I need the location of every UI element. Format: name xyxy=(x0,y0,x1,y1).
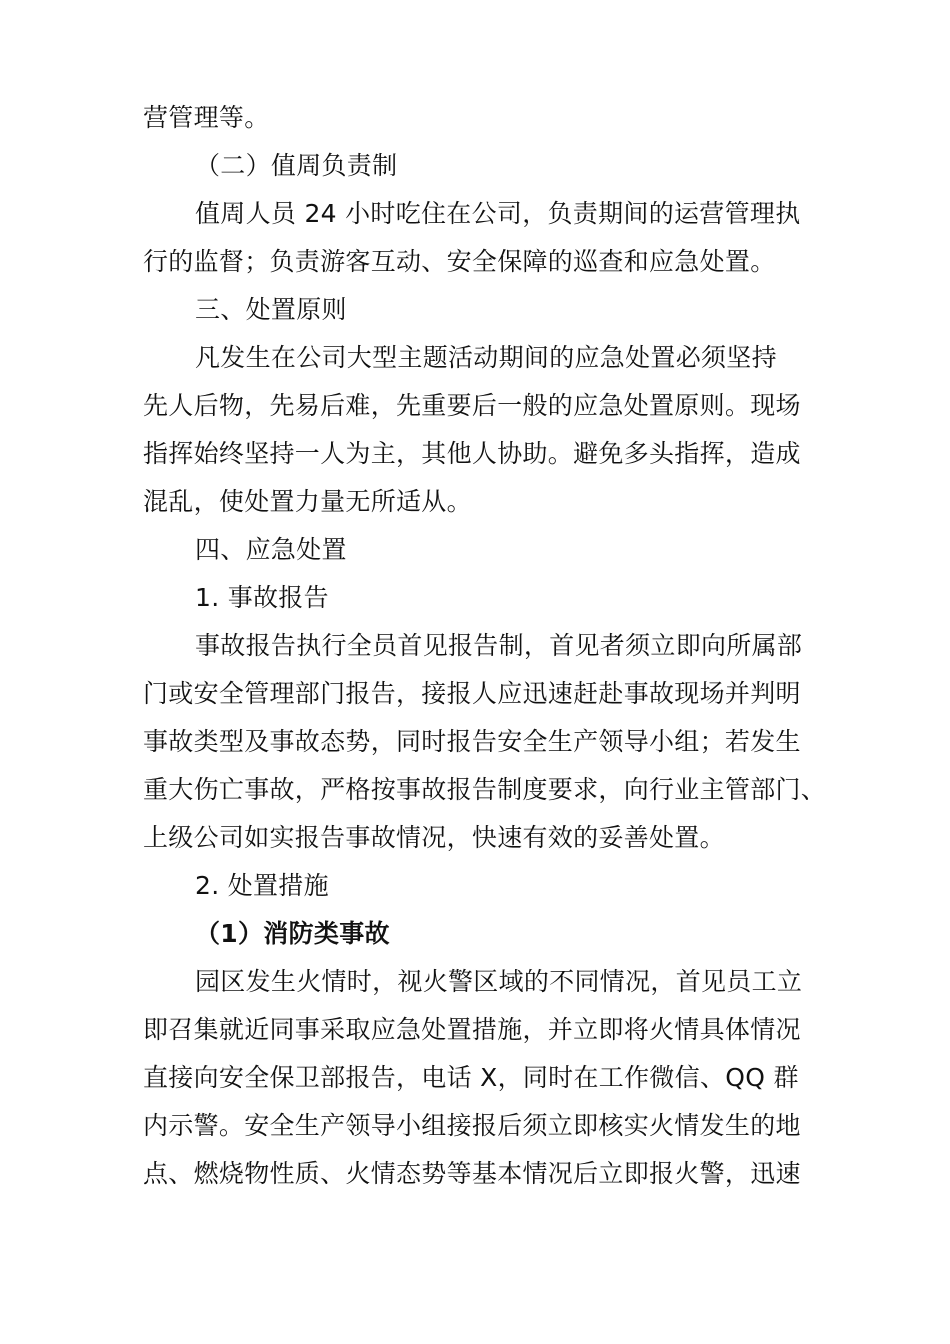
text-line: 混乱，使处置力量无所适从。 xyxy=(143,487,472,516)
text-line: 事故报告执行全员首见报告制，首见者须立即向所属部 xyxy=(195,631,803,660)
text-line: 园区发生火情时，视火警区域的不同情况，首见员工立 xyxy=(195,967,803,996)
section-heading: 四、应急处置 xyxy=(195,535,347,564)
text-line: 重大伤亡事故，严格按事故报告制度要求，向行业主管部门、 xyxy=(143,775,827,804)
text-line: 事故类型及事故态势，同时报告安全生产领导小组；若发生 xyxy=(143,727,801,756)
text-line: 营管理等。 xyxy=(143,103,270,132)
text-line: 直接向安全保卫部报告，电话 X，同时在工作微信、QQ 群 xyxy=(143,1063,799,1092)
text-line: 先人后物，先易后难，先重要后一般的应急处置原则。现场 xyxy=(143,391,801,420)
subsection-heading: 2. 处置措施 xyxy=(195,871,329,900)
bold-heading: （1）消防类事故 xyxy=(195,919,390,948)
text-line: 指挥始终坚持一人为主，其他人协助。避免多头指挥，造成 xyxy=(143,439,801,468)
text-line: 内示警。安全生产领导小组接报后须立即核实火情发生的地 xyxy=(143,1111,801,1140)
text-line: 上级公司如实报告事故情况，快速有效的妥善处置。 xyxy=(143,823,725,852)
section-heading: 三、处置原则 xyxy=(195,295,347,324)
text-line: 凡发生在公司大型主题活动期间的应急处置必须坚持 xyxy=(195,343,777,372)
text-line: 即召集就近同事采取应急处置措施，并立即将火情具体情况 xyxy=(143,1015,801,1044)
subsection-heading: 1. 事故报告 xyxy=(195,583,329,612)
text-line: 行的监督；负责游客互动、安全保障的巡查和应急处置。 xyxy=(143,247,776,276)
section-heading: （二）值周负责制 xyxy=(195,151,398,180)
text-line: 点、燃烧物性质、火情态势等基本情况后立即报火警，迅速 xyxy=(143,1159,801,1188)
text-line: 值周人员 24 小时吃住在公司，负责期间的运营管理执 xyxy=(195,199,801,228)
text-line: 门或安全管理部门报告，接报人应迅速赶赴事故现场并判明 xyxy=(143,679,801,708)
